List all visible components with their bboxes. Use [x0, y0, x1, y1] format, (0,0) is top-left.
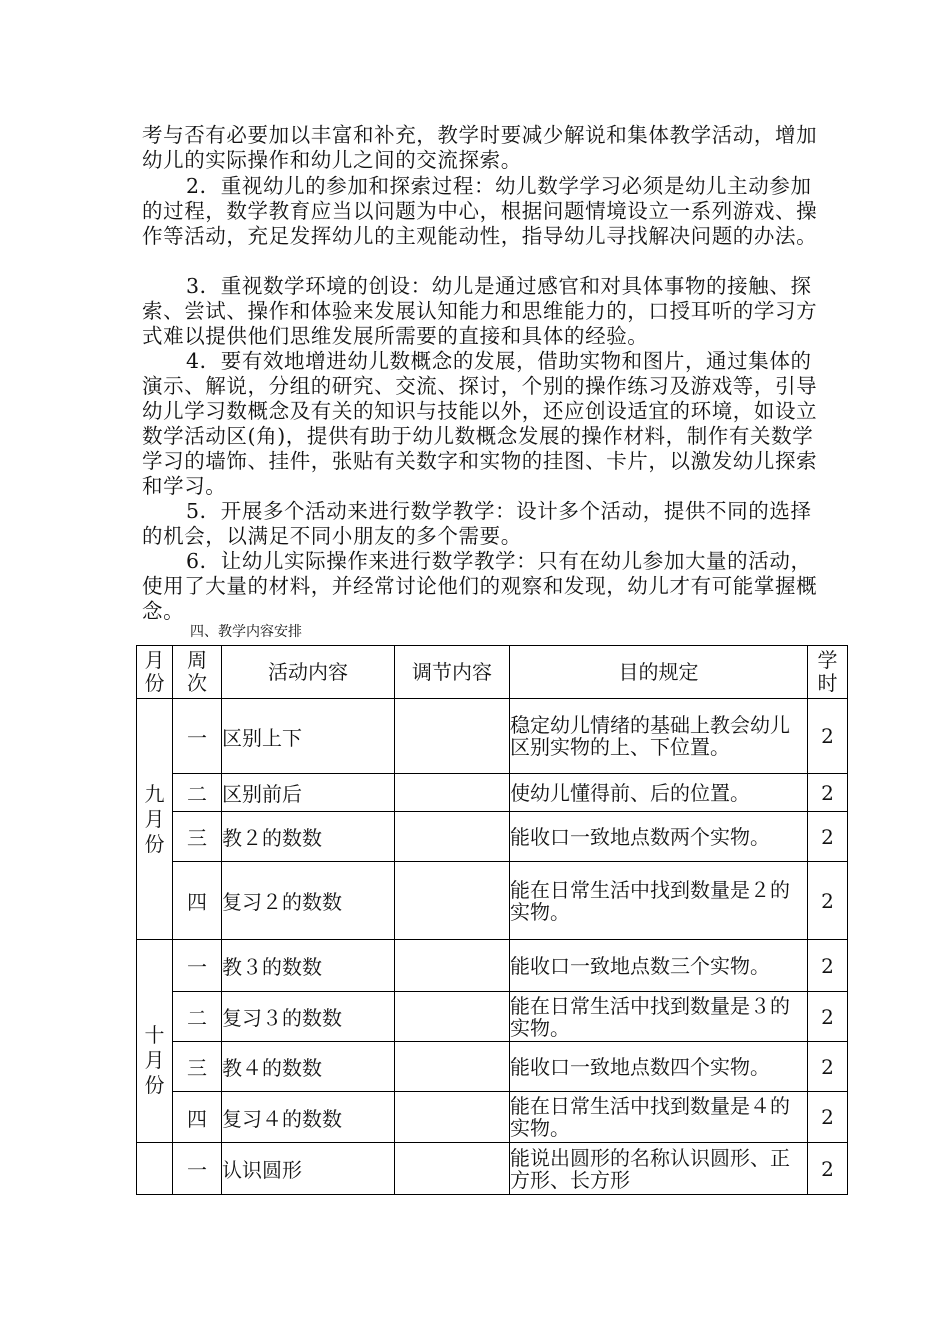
week-cell: 四	[173, 862, 222, 940]
activity-cell: 区别上下	[222, 699, 395, 774]
paragraph-1: 考与否有必要加以丰富和补充，教学时要减少解说和集体教学活动，增加幼儿的实际操作和幼儿之间的交流探索。	[142, 123, 818, 172]
activity-cell: 教２的数数	[222, 812, 395, 862]
activity-cell: 教４的数数	[222, 1042, 395, 1092]
month-cell-empty	[137, 1143, 173, 1195]
month-october: 十 月 份	[137, 940, 173, 1143]
activity-cell: 教３的数数	[222, 940, 395, 992]
goal-cell: 能在日常生活中找到数量是２的实物。	[510, 862, 808, 940]
hours-cell: 2	[808, 862, 848, 940]
hours-cell: 2	[808, 812, 848, 862]
table-row	[137, 1092, 848, 1143]
table-row	[137, 862, 848, 940]
week-cell: 四	[173, 1092, 222, 1143]
header-activity: 活动内容	[222, 646, 395, 699]
adjust-cell	[395, 1092, 510, 1143]
activity-cell: 区别前后	[222, 774, 395, 812]
table-row	[137, 699, 848, 774]
header-goal: 目的规定	[510, 646, 808, 699]
table-row	[137, 812, 848, 862]
paragraph-4: 4．要有效地增进幼儿数概念的发展，借助实物和图片，通过集体的演示、解说，分组的研究、交流、探讨，个别的操作练习及游戏等，引导幼儿学习数概念及有关的知识与技能以外，还应创设适宜的环境，如设立数学活动区(角)，提供有助于幼儿数概念发展的操作材料，制作有关数学学习的墙饰、挂件，张贴有关数字和实物的挂图、卡片，以激发幼儿探索和学习。	[142, 349, 818, 498]
week-cell: 二	[173, 992, 222, 1042]
adjust-cell	[395, 1143, 510, 1195]
week-cell: 一	[173, 940, 222, 992]
activity-cell: 复习２的数数	[222, 862, 395, 940]
table-row	[137, 1042, 848, 1092]
hours-cell: 2	[808, 1092, 848, 1143]
header-week: 周 次	[173, 646, 222, 699]
activity-cell: 认识圆形	[222, 1143, 395, 1195]
paragraph-3: 3．重视数学环境的创设：幼儿是通过感官和对具体事物的接触、探索、尝试、操作和体验来发展认知能力和思维能力的，口授耳听的学习方式难以提供他们思维发展所需要的直接和具体的经验。	[142, 274, 818, 348]
header-adjust: 调节内容	[395, 646, 510, 699]
adjust-cell	[395, 699, 510, 774]
table-row	[137, 774, 848, 812]
week-cell: 三	[173, 812, 222, 862]
table-row	[137, 1143, 848, 1195]
hours-cell: 2	[808, 774, 848, 812]
goal-cell: 能说出圆形的名称认识圆形、正方形、长方形	[510, 1143, 808, 1195]
table-row	[137, 992, 848, 1042]
table-header-row	[137, 646, 848, 699]
hours-cell: 2	[808, 940, 848, 992]
goal-cell: 能收口一致地点数四个实物。	[510, 1042, 808, 1092]
adjust-cell	[395, 940, 510, 992]
adjust-cell	[395, 774, 510, 812]
header-hours: 学 时	[808, 646, 848, 699]
hours-cell: 2	[808, 699, 848, 774]
table-row	[137, 940, 848, 992]
hours-cell: 2	[808, 1143, 848, 1195]
goal-cell: 能收口一致地点数三个实物。	[510, 940, 808, 992]
goal-cell: 稳定幼儿情绪的基础上教会幼儿区别实物的上、下位置。	[510, 699, 808, 774]
goal-cell: 能在日常生活中找到数量是３的实物。	[510, 992, 808, 1042]
activity-cell: 复习３的数数	[222, 992, 395, 1042]
goal-cell: 能收口一致地点数两个实物。	[510, 812, 808, 862]
activity-cell: 复习４的数数	[222, 1092, 395, 1143]
goal-cell: 能在日常生活中找到数量是４的实物。	[510, 1092, 808, 1143]
hours-cell: 2	[808, 1042, 848, 1092]
adjust-cell	[395, 862, 510, 940]
month-september: 九 月 份	[137, 699, 173, 940]
schedule-table	[136, 645, 848, 1195]
paragraph-2: 2．重视幼儿的参加和探索过程：幼儿数学学习必须是幼儿主动参加的过程，数学教育应当以问题为中心，根据问题情境设立一系列游戏、操作等活动，充足发挥幼儿的主观能动性，指导幼儿寻找解决问题的办法。	[142, 174, 818, 248]
week-cell: 一	[173, 1143, 222, 1195]
week-cell: 一	[173, 699, 222, 774]
goal-cell: 使幼儿懂得前、后的位置。	[510, 774, 808, 812]
header-month: 月 份	[137, 646, 173, 699]
adjust-cell	[395, 812, 510, 862]
adjust-cell	[395, 992, 510, 1042]
paragraph-6: 6．让幼儿实际操作来进行数学教学：只有在幼儿参加大量的活动，使用了大量的材料，并经常讨论他们的观察和发现，幼儿才有可能掌握概念。	[142, 549, 818, 623]
hours-cell: 2	[808, 992, 848, 1042]
paragraph-5: 5．开展多个活动来进行数学教学：设计多个活动，提供不同的选择的机会，以满足不同小朋友的多个需要。	[142, 499, 812, 548]
adjust-cell	[395, 1042, 510, 1092]
week-cell: 二	[173, 774, 222, 812]
section-title: 四、教学内容安排	[190, 624, 302, 640]
week-cell: 三	[173, 1042, 222, 1092]
